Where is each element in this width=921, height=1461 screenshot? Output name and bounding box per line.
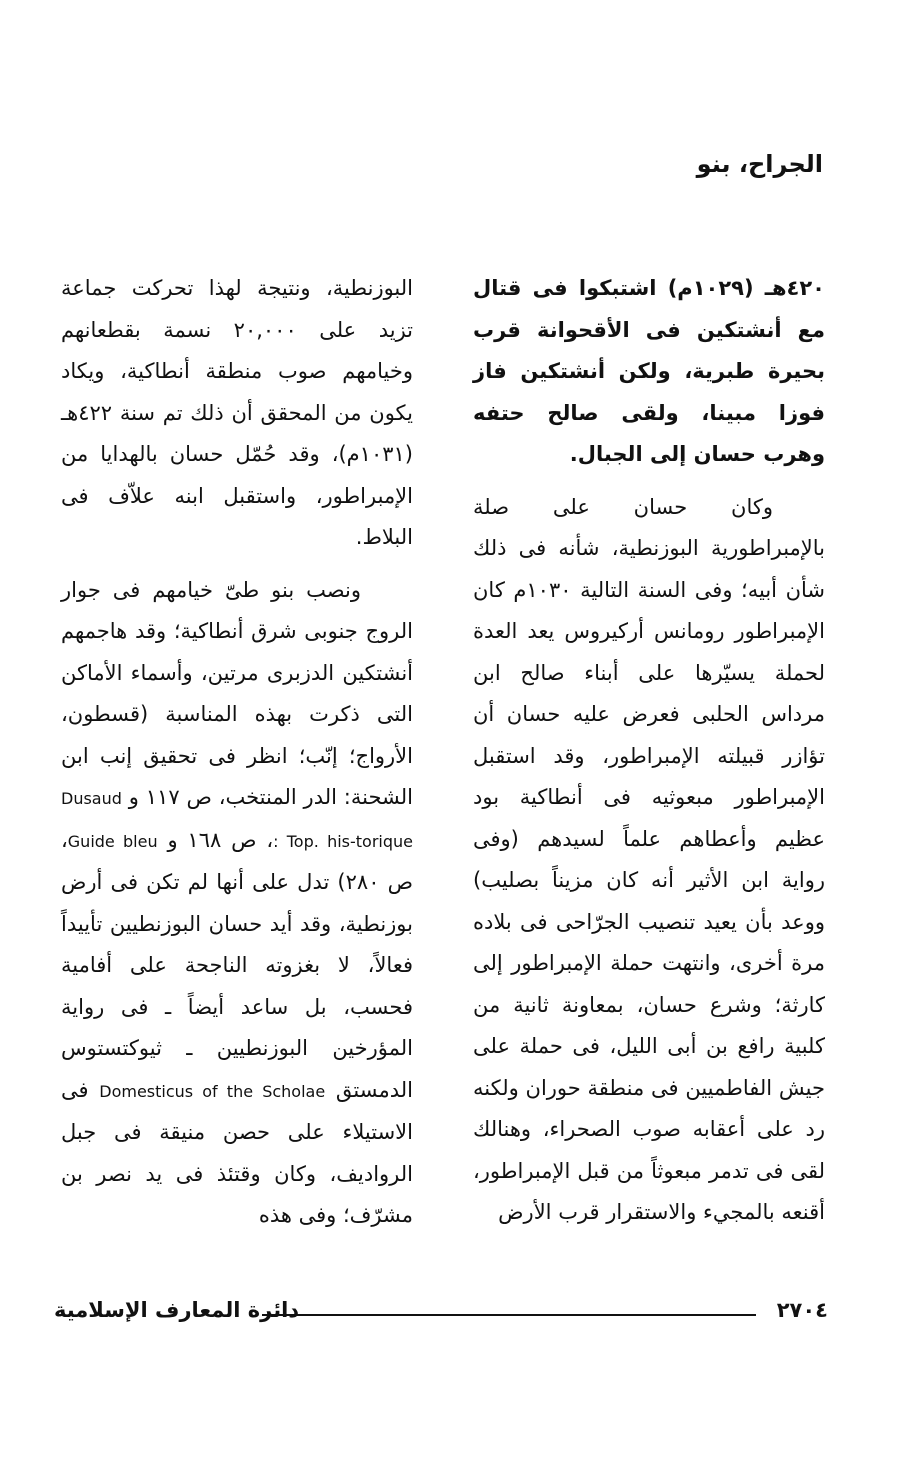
paragraph-text: ونصب بنو طىّ خيامهم فى جوار الروج جنوبى شرق أنطاكية؛ وقد هاجمهم أنشتكين الدزبرى مرتين، وأسماء الأماكن التى ذكرت بهذه المناسبة (قسطون، الأرواج؛ إنّب؛ انظر فى تحقيق إنب ابن الشحنة: الدر المنتخب، ص ١١٧ و bbox=[61, 577, 413, 809]
paragraph bbox=[61, 570, 413, 1237]
page-footer bbox=[48, 1298, 834, 1334]
page-number: ٢٧٠٤ bbox=[776, 1298, 828, 1322]
latin-reference: Domesticus of the Scholae bbox=[99, 1081, 326, 1101]
paragraph: وكان حسان على صلة بالإمبراطورية البوزنطية، شأنه فى ذلك شأن أبيه؛ وفى السنة التالية ١٠٣٠م كان الإمبراطور رومانس أركيروس يعد العدة لحملة يسيّرها على أبناء صالح ابن مرداس الحلبى فعرض عليه حسان أن تؤازر قبيلته الإمبراطور، وقد استقبل الإمبراطور مبعوثيه فى أنطاكية بود عظيم وأعطاهم علماً لسيدهم (وفى رواية ابن الأثير أنه كان مزيناً بصليب) ووعد بأن يعيد تنصيب الجرّاحى فى بلاده مرة أخرى، وانتهت حملة الإمبراطور إلى كارثة؛ وشرع حسان، بمعاونة ثانية من كلبية رافع بن أبى الليل، فى حملة على جيش الفاطميين فى منطقة حوران ولكنه رد على أعقابه صوب الصحراء، وهنالك لقى فى تدمر مبعوثاً من قبل الإمبراطور، أقنعه بالمجيء والاستقرار قرب الأرض bbox=[473, 494, 826, 1224]
footer-rule bbox=[262, 1314, 756, 1316]
left-column bbox=[61, 268, 413, 1237]
paragraph-text: فى الاستيلاء على حصن منيقة فى جبل الرواديف، وكان وقتئذ فى يد نصر بن مشرّف؛ وفى هذه bbox=[61, 1077, 413, 1227]
paragraph-text: ، ص ٢٨٠) تدل على أنها لم تكن فى أرض بوزنطية، وقد أيد حسان البوزنطيين تأييداً فعالاً، لا بغزوته الناجحة على أفامية فحسب، بل ساعد أيضاً ـ فى رواية المؤرخين البوزنطيين ـ ثيوكتستوس الدمستق bbox=[61, 827, 413, 1102]
paragraph-text: ، ص ١٦٨ و bbox=[167, 827, 274, 852]
paragraph: البوزنطية، ونتيجة لهذا تحركت جماعة تزيد على ٢٠,٠٠٠ نسمة بقطعانهم وخيامهم صوب منطقة أنطاكية، ويكاد يكون من المحقق أن ذلك تم سنة ٤٢٢هـ (١٠٣١م)، وقد حُمّل حسان بالهدايا من الإمبراطور، واستقبل ابنه علاّف فى البلاط. bbox=[61, 276, 413, 549]
publication-title: دائرة المعارف الإسلامية bbox=[54, 1298, 300, 1322]
latin-reference: Dusaud : Top. his-torique bbox=[61, 789, 413, 851]
running-header: الجراح، بنو bbox=[696, 150, 823, 178]
paragraph: ٤٢٠هـ (١٠٢٩م) اشتبكوا فى قتال مع أنشتكين فى الأقحوانة قرب بحيرة طبرية، ولكن أنشتكين فاز فوزا مبينا، ولقى صالح حتفه وهرب حسان إلى الجبال. bbox=[473, 276, 825, 466]
latin-reference: Guide bleu bbox=[67, 831, 158, 851]
right-column bbox=[473, 268, 825, 1234]
